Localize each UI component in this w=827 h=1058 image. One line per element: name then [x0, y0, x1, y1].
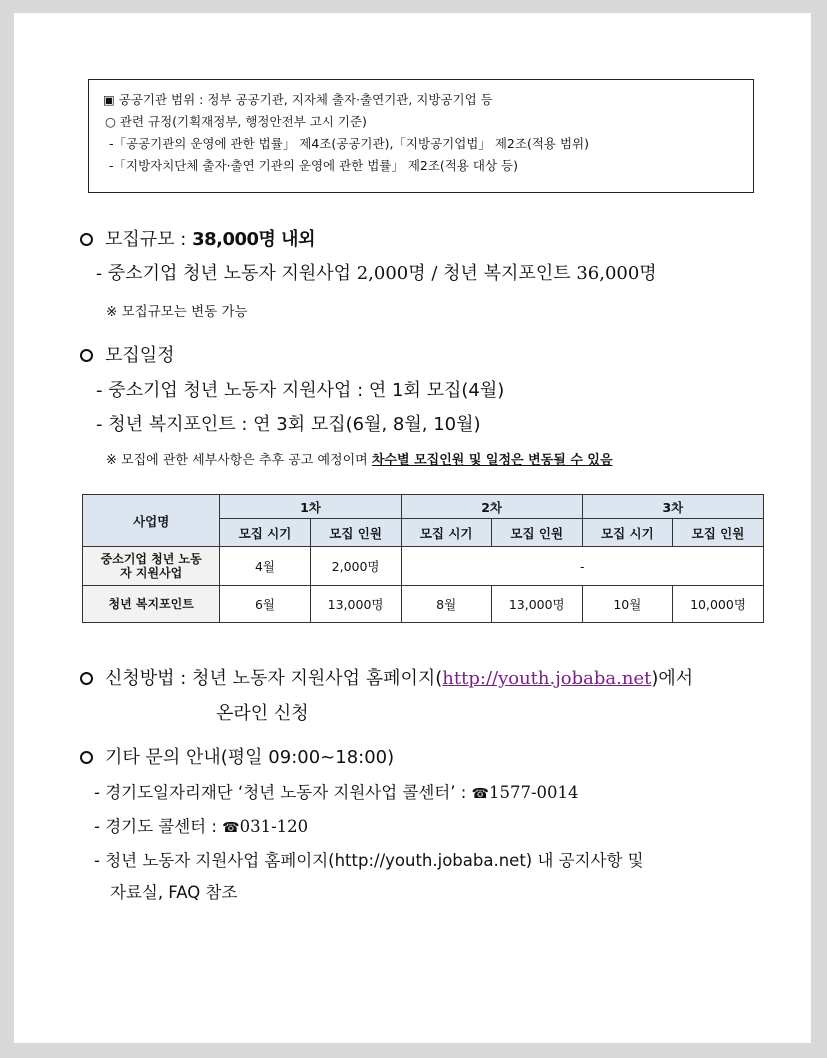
recruit-scale-detail: - 중소기업 청년 노동자 지원사업 2,000명 / 청년 복지포인트 36,000명: [96, 263, 657, 284]
schedule-note-emphasis: 차수별 모집인원 및 일정은 변동될 수 있음: [371, 453, 613, 468]
recruit-scale-label: 모집규모 :: [105, 229, 193, 250]
recruit-scale-note: ※ 모집규모는 변동 가능: [106, 304, 248, 320]
contact-item-2-text: - 경기도 콜센터 :: [94, 817, 223, 836]
recruit-scale-value: 38,000명 내외: [192, 229, 315, 250]
row-2-round-1-count: 13,000명: [310, 586, 401, 623]
telephone-icon: ☎: [471, 786, 489, 802]
round-3-time-header: 모집 시기: [582, 519, 672, 547]
recruit-schedule-heading: [80, 341, 175, 367]
contact-item-3: - 청년 노동자 지원사업 홈페이지(http://youth.jobaba.net) 내 공지사항 및: [94, 851, 644, 870]
row-2-round-3-count: 10,000명: [673, 586, 764, 623]
round-3-count-header: 모집 인원: [673, 519, 764, 547]
round-1-count-header: 모집 인원: [310, 519, 401, 547]
recruit-schedule-item-1: - 중소기업 청년 노동자 지원사업 : 연 1회 모집(4월): [96, 380, 505, 401]
document-page: [14, 13, 811, 1043]
table-row: [83, 586, 764, 623]
schedule-table: [82, 494, 764, 623]
recruit-schedule-note: [106, 449, 613, 468]
row-1-round-1-time: 4월: [220, 547, 310, 586]
row-2-name: 청년 복지포인트: [83, 586, 220, 623]
apply-label: 신청방법 : 청년 노동자 지원사업 홈페이지(: [105, 668, 443, 689]
recruit-schedule-label: 모집일정: [105, 345, 175, 366]
row-1-round-1-count: 2,000명: [310, 547, 401, 586]
contact-item-3-cont: 자료실, FAQ 참조: [110, 883, 238, 902]
row-1-rest: -: [401, 547, 763, 586]
contact-item-1: [94, 779, 579, 803]
recruit-schedule-item-2: - 청년 복지포인트 : 연 3회 모집(6월, 8월, 10월): [96, 414, 481, 435]
contact-item-1-text: - 경기도일자리재단 ‘청년 노동자 지원사업 콜센터’ :: [94, 783, 472, 802]
scope-line-1: ▣ 공공기관 범위 : 정부 공공기관, 지자체 출자·출연기관, 지방공기업 등: [103, 92, 493, 107]
contact-heading: [80, 743, 394, 769]
apply-suffix: )에서: [651, 668, 694, 689]
round-2-time-header: 모집 시기: [401, 519, 491, 547]
scope-line-2: ○ 관련 규정(기획재정부, 행정안전부 고시 기준): [105, 114, 367, 129]
round-1-header: 1차: [220, 495, 401, 519]
scope-line-3: -「공공기관의 운영에 관한 법률」 제4조(공공기관),「지방공기업법」 제2조(적용 범위): [109, 136, 589, 151]
row-2-round-3-time: 10월: [582, 586, 672, 623]
contact-item-1-phone: 1577-0014: [488, 783, 579, 802]
table-corner-header: 사업명: [83, 495, 220, 547]
row-2-round-2-count: 13,000명: [491, 586, 582, 623]
circle-bullet-icon: [80, 349, 93, 362]
row-1-name: [83, 547, 220, 586]
circle-bullet-icon: [80, 751, 93, 764]
contact-item-2-phone: 031-120: [239, 817, 309, 836]
apply-line-2: 온라인 신청: [216, 703, 309, 724]
apply-homepage-link[interactable]: http://youth.jobaba.net: [442, 668, 652, 689]
schedule-note-prefix: ※ 모집에 관한 세부사항은 추후 공고 예정이며: [106, 453, 372, 468]
scope-info-box: [88, 79, 754, 193]
round-1-time-header: 모집 시기: [220, 519, 310, 547]
telephone-icon: ☎: [222, 820, 240, 836]
row-2-round-2-time: 8월: [401, 586, 491, 623]
table-row: [83, 547, 764, 586]
round-3-header: 3차: [582, 495, 763, 519]
apply-heading: [80, 664, 693, 690]
round-2-count-header: 모집 인원: [491, 519, 582, 547]
circle-bullet-icon: [80, 672, 93, 685]
contact-item-2: [94, 813, 308, 837]
contact-label: 기타 문의 안내(평일 09:00~18:00): [105, 747, 395, 768]
scope-line-4: -「지방자치단체 출자·출연 기관의 운영에 관한 법률」 제2조(적용 대상 등): [109, 158, 519, 173]
circle-bullet-icon: [80, 233, 93, 246]
row-2-round-1-time: 6월: [220, 586, 310, 623]
row-1-name-text: 중소기업 청년 노동자 지원사업: [100, 552, 202, 580]
round-2-header: 2차: [401, 495, 582, 519]
recruit-scale-heading: [80, 225, 315, 251]
